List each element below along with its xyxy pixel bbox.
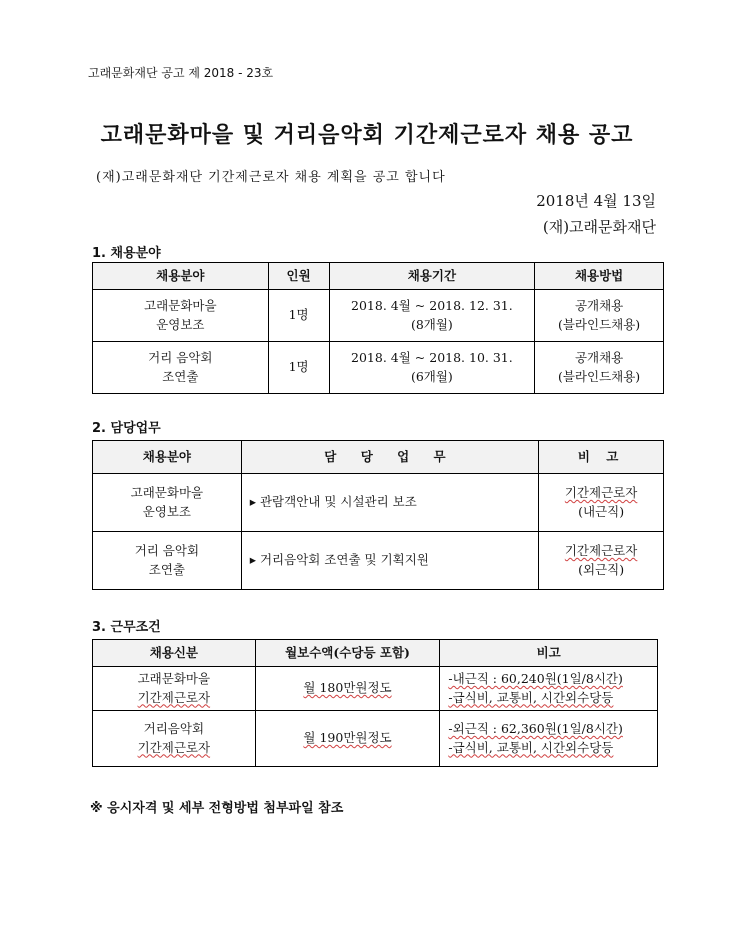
- period-line: (8개월): [410, 316, 453, 332]
- field-line: 운영보조: [142, 503, 192, 519]
- note-line: (외근직): [578, 561, 625, 577]
- table-row: [93, 474, 664, 532]
- note-line: -내근직 : 60,240원(1일/8시간): [448, 670, 623, 686]
- note-line: -급식비, 교통비, 시간외수당등: [448, 739, 614, 755]
- headcount: 1명: [268, 342, 329, 394]
- section-heading-2: 2. 담당업무: [92, 421, 161, 436]
- period-line: 2018. 4월 ~ 2018. 10. 31.: [351, 349, 513, 365]
- table-header: 채용방법: [535, 263, 664, 290]
- table-header: 채용기간: [329, 263, 535, 290]
- page-title: 고래문화마을 및 거리음악회 기간제근로자 채용 공고: [100, 123, 634, 148]
- method-line: (블라인드채용): [557, 316, 641, 332]
- status-line: 기간제근로자: [137, 739, 211, 755]
- method-line: 공개채용: [574, 349, 624, 365]
- note-line: 기간제근로자: [564, 484, 638, 500]
- note-line: -외근직 : 62,360원(1일/8시간): [448, 720, 623, 736]
- headcount: 1명: [268, 290, 329, 342]
- field-line: 고래문화마을: [144, 297, 217, 313]
- method-line: 공개채용: [574, 297, 624, 313]
- method-line: (블라인드채용): [557, 368, 641, 384]
- footer-note: ※ 응시자격 및 세부 전형방법 첨부파일 참조: [90, 801, 344, 816]
- intro-text: (재)고래문화재단 기간제근로자 채용 계획을 공고 합니다: [96, 170, 446, 185]
- notice-date: 2018년 4월 13일: [536, 192, 656, 210]
- note-line: -급식비, 교통비, 시간외수당등: [448, 689, 614, 705]
- status-line: 기간제근로자: [137, 689, 211, 705]
- table-row: [93, 342, 664, 394]
- table-header: 담 당 업 무: [241, 441, 538, 474]
- work-conditions-table: [92, 639, 658, 767]
- status-line: 거리음악회: [143, 720, 205, 736]
- table-header: 비 고: [539, 441, 664, 474]
- table-row: [93, 290, 664, 342]
- field-line: 거리 음악회: [134, 542, 200, 558]
- field-line: 조연출: [162, 368, 199, 384]
- pay-text: 월 190만원정도: [255, 711, 440, 767]
- note-line: 기간제근로자: [564, 542, 638, 558]
- table-header: 비고: [440, 640, 658, 667]
- table-row: [93, 711, 658, 767]
- table-row: [93, 532, 664, 590]
- section-heading-3: 3. 근무조건: [92, 620, 161, 635]
- notice-number: 고래문화재단 공고 제 2018 - 23호: [88, 66, 274, 80]
- duty-text: ▸ 관람객안내 및 시설관리 보조: [241, 474, 538, 532]
- field-line: 거리 음악회: [148, 349, 213, 365]
- note-line: (내근직): [578, 503, 625, 519]
- field-line: 조연출: [148, 561, 185, 577]
- table-header: 채용분야: [93, 441, 242, 474]
- table-header: 월보수액(수당등 포함): [255, 640, 440, 667]
- period-line: (6개월): [410, 368, 453, 384]
- status-line: 고래문화마을: [137, 670, 211, 686]
- duty-text: ▸ 거리음악회 조연출 및 기획지원: [241, 532, 538, 590]
- period-line: 2018. 4월 ~ 2018. 12. 31.: [351, 297, 513, 313]
- table-row: [93, 667, 658, 711]
- field-line: 고래문화마을: [130, 484, 204, 500]
- section-heading-1: 1. 채용분야: [92, 246, 161, 261]
- field-line: 운영보조: [156, 316, 205, 332]
- table-header: 채용분야: [93, 263, 269, 290]
- table-header: 채용신분: [93, 640, 256, 667]
- organization-name: (재)고래문화재단: [542, 218, 656, 236]
- table-header: 인원: [268, 263, 329, 290]
- pay-text: 월 180만원정도: [255, 667, 440, 711]
- duties-table: [92, 440, 664, 590]
- recruitment-field-table: [92, 262, 664, 394]
